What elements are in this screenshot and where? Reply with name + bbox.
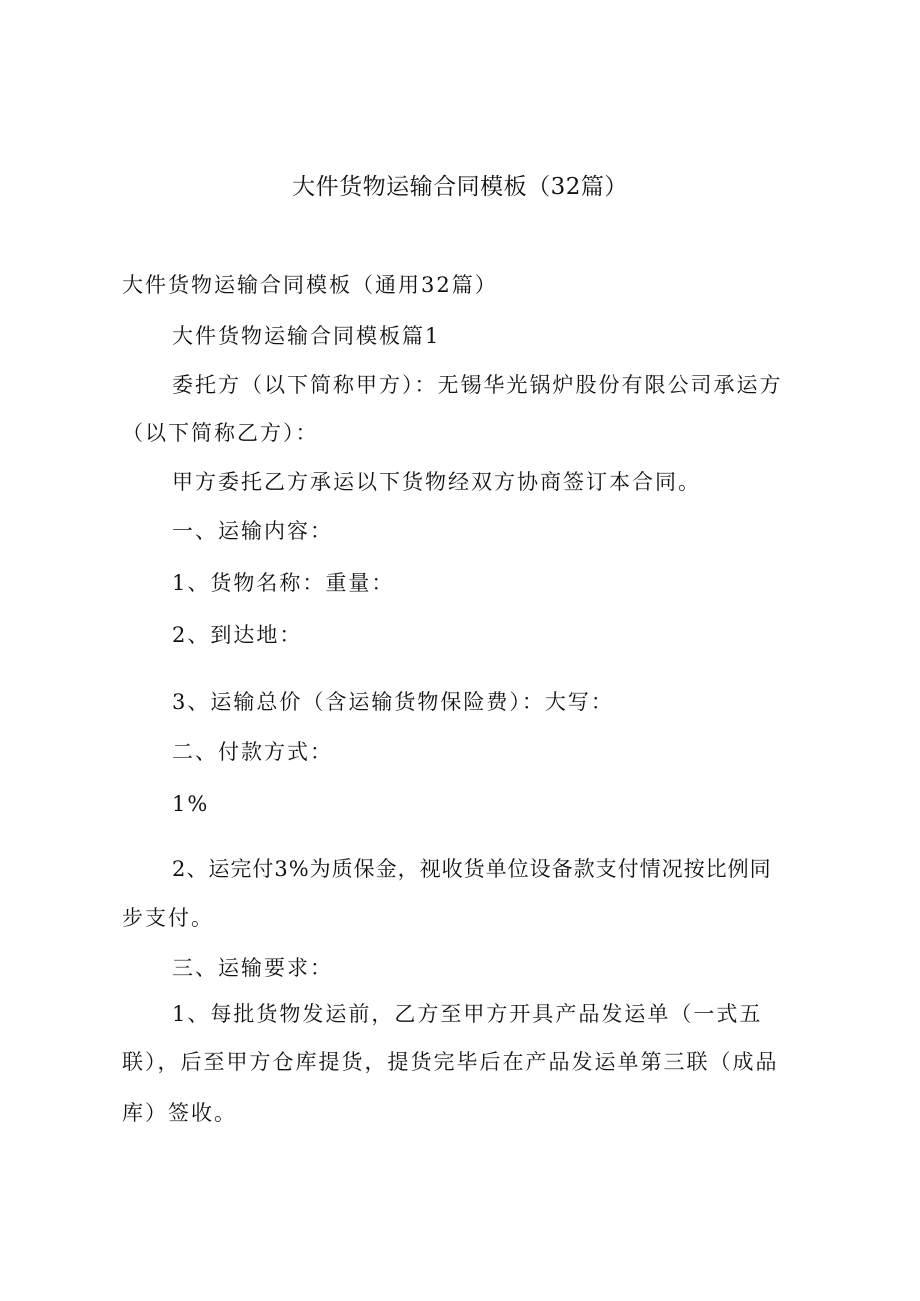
document-heading: 大件货物运输合同模板（通用32篇）: [122, 273, 498, 297]
section-2-title: 二、付款方式：: [172, 740, 333, 764]
payment-2-line-1: 2、运完付3%为质保金，视收货单位设备款支付情况按比例同: [172, 857, 772, 881]
parties-line-2: （以下简称乙方）：: [122, 421, 319, 445]
document-subheading: 大件货物运输合同模板篇1: [172, 324, 441, 348]
item-2: 2、到达地：: [172, 623, 303, 647]
payment-1: 1%: [172, 792, 210, 816]
item-3: 3、运输总价（含运输货物保险费）：大写：: [172, 690, 614, 714]
payment-2-line-2: 步支付。: [122, 906, 214, 930]
section-3-title: 三、运输要求：: [172, 956, 333, 980]
section-1-title: 一、运输内容：: [172, 519, 333, 543]
requirement-1-line-2: 联），后至甲方仓库提货，提货完毕后在产品发运单第三联（成品: [122, 1050, 779, 1074]
intro-paragraph: 甲方委托乙方承运以下货物经双方协商签订本合同。: [172, 470, 701, 494]
requirement-1-line-3: 库）签收。: [122, 1101, 237, 1125]
parties-line-1: 委托方（以下简称甲方）：无锡华光锅炉股份有限公司承运方: [172, 373, 783, 397]
document-title: 大件货物运输合同模板（32篇）: [292, 174, 628, 200]
requirement-1-line-1: 1、每批货物发运前，乙方至甲方开具产品发运单（一式五: [172, 1002, 763, 1026]
item-1: 1、货物名称：重量：: [172, 571, 395, 595]
